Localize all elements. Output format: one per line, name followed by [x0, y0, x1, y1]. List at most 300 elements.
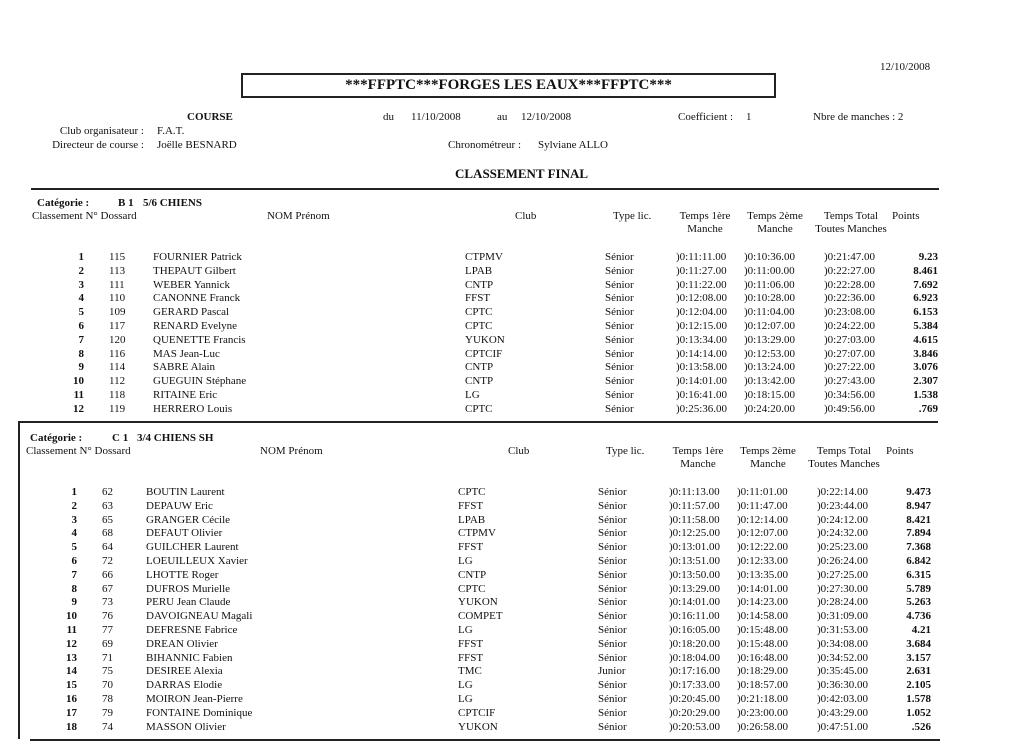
- time2-cell: )0:11:47.00: [737, 499, 788, 512]
- type-cell: Sénior: [605, 347, 634, 360]
- name-cell: FOURNIER Patrick: [153, 251, 242, 263]
- coefficient-label: Coefficient :: [678, 111, 734, 123]
- table-row: [0, 306, 1024, 319]
- total-cell: )0:49:56.00: [824, 402, 876, 415]
- category-label: Catégorie :: [30, 432, 83, 444]
- rank-cell: 18: [66, 720, 77, 733]
- time2-cell: )0:18:29.00: [737, 665, 789, 678]
- points-cell: 6.923: [913, 292, 938, 305]
- time1-cell: )0:20:29.00: [669, 706, 721, 719]
- name-cell: GUEGUIN Stéphane: [153, 375, 247, 388]
- type-cell: Sénior: [598, 527, 627, 540]
- table-row: [0, 624, 1024, 637]
- time2-cell: )0:11:04.00: [744, 306, 795, 319]
- rank-cell: 2: [71, 499, 77, 512]
- type-cell: Sénior: [598, 624, 627, 636]
- rank-cell: 15: [66, 679, 77, 692]
- divider: [30, 739, 940, 741]
- classement-title: CLASSEMENT FINAL: [455, 166, 589, 181]
- type-cell: Sénior: [605, 333, 634, 346]
- col-t2-header: Temps 2ème: [747, 210, 803, 222]
- col-type-header: Type lic.: [606, 445, 645, 457]
- name-cell: MASSON Olivier: [146, 720, 226, 733]
- name-cell: BOUTIN Laurent: [146, 486, 225, 498]
- points-cell: 5.263: [906, 596, 931, 609]
- directeur-label: Directeur de course :: [52, 139, 144, 151]
- type-cell: Sénior: [605, 389, 634, 401]
- points-cell: 6.842: [906, 555, 931, 567]
- rank-cell: 4: [71, 527, 77, 540]
- points-cell: 9.473: [906, 486, 931, 498]
- table-row: [0, 638, 1024, 651]
- time1-cell: )0:17:16.00: [669, 665, 721, 678]
- club-cell: FFST: [458, 541, 484, 554]
- table-row: [0, 610, 1024, 623]
- page-title: ***FFPTC***FORGES LES EAUX***FFPTC***: [241, 73, 776, 98]
- col-classement-header: Classement N° Dossard: [32, 210, 137, 222]
- name-cell: DARRAS Elodie: [146, 679, 223, 692]
- type-cell: Sénior: [598, 637, 627, 650]
- club-cell: TMC: [458, 665, 482, 678]
- dossard-cell: 119: [109, 402, 126, 415]
- name-cell: LHOTTE Roger: [146, 568, 219, 581]
- club-cell: CNTP: [458, 568, 487, 581]
- points-cell: 8.421: [906, 513, 931, 526]
- points-cell: .769: [918, 402, 938, 415]
- directeur-value: Joëlle BESNARD: [157, 139, 237, 151]
- time2-cell: )0:18:15.00: [744, 389, 796, 401]
- table-row: [0, 389, 1024, 402]
- col-t2-header-2: Manche: [750, 458, 786, 470]
- time2-cell: )0:12:07.00: [744, 320, 796, 332]
- col-t1-header: Temps 1ère: [679, 210, 731, 222]
- club-cell: LG: [458, 624, 473, 636]
- table-row: [0, 721, 1024, 734]
- rank-cell: 9: [78, 361, 84, 374]
- time2-cell: )0:13:29.00: [744, 333, 796, 346]
- dossard-cell: 64: [102, 541, 113, 554]
- time1-cell: )0:25:36.00: [676, 402, 728, 415]
- club-cell: CNTP: [465, 361, 494, 374]
- chronometreur-label: Chronométreur :: [448, 139, 522, 151]
- time1-cell: )0:20:45.00: [669, 693, 721, 705]
- name-cell: FONTAINE Dominique: [146, 706, 253, 719]
- table-row: [0, 486, 1024, 499]
- time2-cell: )0:12:14.00: [737, 513, 789, 526]
- time2-cell: )0:15:48.00: [737, 637, 789, 650]
- name-cell: LOEUILLEUX Xavier: [146, 555, 248, 567]
- rank-cell: 10: [73, 375, 84, 388]
- club-cell: LG: [458, 693, 473, 705]
- dossard-cell: 110: [109, 292, 126, 305]
- table-row: [0, 555, 1024, 568]
- club-cell: CPTC: [458, 486, 486, 498]
- type-cell: Sénior: [605, 320, 634, 332]
- points-cell: 8.947: [906, 499, 931, 512]
- name-cell: DEFRESNE Fabrice: [146, 624, 238, 636]
- col-t1-header-2: Manche: [680, 458, 716, 470]
- table-row: [0, 320, 1024, 333]
- time2-cell: )0:13:35.00: [737, 568, 789, 581]
- name-cell: GRANGER Cécile: [146, 513, 231, 526]
- total-cell: )0:27:30.00: [817, 582, 869, 595]
- total-cell: )0:22:27.00: [824, 264, 876, 277]
- col-points-header: Points: [886, 445, 914, 457]
- rank-cell: 5: [71, 541, 77, 554]
- category-code: C 1: [112, 432, 129, 444]
- club-cell: YUKON: [465, 333, 505, 346]
- name-cell: RITAINE Eric: [153, 389, 218, 401]
- points-cell: 1.578: [906, 693, 931, 705]
- club-cell: CTPMV: [465, 251, 503, 263]
- category-code: B 1: [118, 197, 134, 209]
- name-cell: DESIREE Alexia: [146, 665, 223, 678]
- col-t2-header: Temps 2ème: [740, 445, 796, 457]
- time2-cell: )0:24:20.00: [744, 402, 796, 415]
- time2-cell: )0:11:00.00: [744, 264, 795, 277]
- du-label: du: [383, 111, 394, 123]
- time2-cell: )0:12:33.00: [737, 555, 789, 567]
- dossard-cell: 70: [102, 679, 113, 692]
- total-cell: )0:27:03.00: [824, 333, 876, 346]
- type-cell: Sénior: [598, 596, 627, 609]
- total-cell: )0:23:44.00: [817, 499, 869, 512]
- rank-cell: 11: [66, 624, 77, 636]
- time2-cell: )0:16:48.00: [737, 651, 789, 664]
- dossard-cell: 109: [109, 306, 126, 319]
- club-cell: LPAB: [465, 264, 493, 277]
- rank-cell: 9: [71, 596, 77, 609]
- rank-cell: 17: [66, 706, 77, 719]
- club-cell: CNTP: [465, 375, 494, 388]
- name-cell: MAS Jean-Luc: [153, 347, 220, 360]
- club-cell: LG: [458, 555, 473, 567]
- nbre-manches: Nbre de manches : 2: [813, 111, 904, 123]
- name-cell: MOIRON Jean-Pierre: [146, 693, 243, 705]
- name-cell: BIHANNIC Fabien: [146, 651, 233, 664]
- chronometreur-value: Sylviane ALLO: [538, 139, 608, 151]
- time1-cell: )0:13:50.00: [669, 568, 721, 581]
- club-cell: FFST: [458, 637, 484, 650]
- club-cell: CPTC: [465, 402, 493, 415]
- dossard-cell: 62: [102, 486, 113, 498]
- rank-cell: 16: [66, 693, 77, 705]
- club-cell: CPTCIF: [465, 347, 503, 360]
- time2-cell: )0:14:23.00: [737, 596, 789, 609]
- type-cell: Sénior: [598, 706, 627, 719]
- dossard-cell: 71: [102, 651, 113, 664]
- total-cell: )0:22:36.00: [824, 292, 876, 305]
- total-cell: )0:34:52.00: [817, 651, 869, 664]
- rank-cell: 8: [71, 582, 77, 595]
- time2-cell: )0:10:28.00: [744, 292, 796, 305]
- rank-cell: 6: [78, 320, 84, 332]
- type-cell: Sénior: [598, 555, 627, 567]
- rank-cell: 3: [78, 278, 84, 291]
- time1-cell: )0:12:25.00: [669, 527, 721, 540]
- table-row: [0, 348, 1024, 361]
- rank-cell: 12: [66, 637, 77, 650]
- name-cell: CANONNE Franck: [153, 292, 241, 305]
- name-cell: DUFROS Murielle: [146, 582, 231, 595]
- total-cell: )0:31:09.00: [817, 610, 869, 623]
- coefficient-value: 1: [746, 111, 752, 123]
- type-cell: Sénior: [605, 402, 634, 415]
- points-cell: 1.052: [906, 706, 931, 719]
- type-cell: Sénior: [598, 679, 627, 692]
- total-cell: )0:27:43.00: [824, 375, 876, 388]
- type-cell: Sénior: [598, 499, 627, 512]
- time2-cell: )0:21:18.00: [737, 693, 789, 705]
- dossard-cell: 63: [102, 499, 113, 512]
- name-cell: HERRERO Louis: [153, 402, 233, 415]
- category-name: 5/6 CHIENS: [143, 197, 202, 209]
- time2-cell: )0:12:22.00: [737, 541, 789, 554]
- time1-cell: )0:13:01.00: [669, 541, 721, 554]
- col-points-header: Points: [892, 210, 920, 222]
- dossard-cell: 75: [102, 665, 113, 678]
- total-cell: )0:36:30.00: [817, 679, 869, 692]
- club-organisateur-label: Club organisateur :: [59, 125, 144, 137]
- time2-cell: )0:11:06.00: [744, 278, 795, 291]
- total-cell: )0:23:08.00: [824, 306, 876, 319]
- time2-cell: )0:11:01.00: [737, 486, 788, 498]
- time2-cell: )0:23:00.00: [737, 706, 789, 719]
- time1-cell: )0:14:14.00: [676, 347, 728, 360]
- club-cell: LPAB: [458, 513, 486, 526]
- table-row: [0, 361, 1024, 374]
- points-cell: 8.461: [913, 264, 938, 277]
- club-cell: FFST: [465, 292, 491, 305]
- total-cell: )0:35:45.00: [817, 665, 869, 678]
- dossard-cell: 77: [102, 624, 113, 636]
- name-cell: SABRE Alain: [153, 361, 216, 374]
- total-cell: )0:27:22.00: [824, 361, 876, 374]
- time2-cell: )0:14:01.00: [737, 582, 789, 595]
- club-cell: LG: [458, 679, 473, 692]
- time1-cell: )0:13:58.00: [676, 361, 728, 374]
- dossard-cell: 68: [102, 527, 113, 540]
- type-cell: Sénior: [598, 486, 627, 498]
- time1-cell: )0:13:29.00: [669, 582, 721, 595]
- total-cell: )0:43:29.00: [817, 706, 869, 719]
- category-name: 3/4 CHIENS SH: [137, 432, 214, 444]
- name-cell: DEPAUW Eric: [146, 499, 213, 512]
- time1-cell: )0:11:58.00: [669, 513, 720, 526]
- au-label: au: [497, 111, 508, 123]
- time1-cell: )0:12:04.00: [676, 306, 728, 319]
- col-nom-header: NOM Prénom: [267, 210, 330, 222]
- dossard-cell: 111: [109, 278, 125, 291]
- rank-cell: 1: [78, 251, 84, 263]
- type-cell: Sénior: [605, 264, 634, 277]
- points-cell: 3.157: [906, 651, 931, 664]
- points-cell: 4.21: [911, 624, 931, 636]
- col-type-header: Type lic.: [613, 210, 652, 222]
- club-cell: CTPMV: [458, 527, 496, 540]
- club-cell: YUKON: [458, 720, 498, 733]
- dossard-cell: 114: [109, 361, 126, 374]
- time1-cell: )0:13:34.00: [676, 333, 728, 346]
- time1-cell: )0:11:57.00: [669, 499, 720, 512]
- name-cell: DAVOIGNEAU Magali: [146, 610, 253, 623]
- table-row: [0, 375, 1024, 388]
- table-row: [0, 693, 1024, 706]
- dossard-cell: 69: [102, 637, 113, 650]
- type-cell: Sénior: [598, 720, 627, 733]
- rank-cell: 2: [78, 264, 84, 277]
- total-cell: )0:31:53.00: [817, 624, 869, 636]
- type-cell: Sénior: [605, 306, 634, 319]
- col-club-header: Club: [508, 445, 530, 457]
- points-cell: 4.736: [906, 610, 931, 623]
- rank-cell: 1: [71, 486, 77, 498]
- dossard-cell: 79: [102, 706, 113, 719]
- type-cell: Sénior: [598, 610, 627, 623]
- time1-cell: )0:18:04.00: [669, 651, 721, 664]
- table-row: [0, 679, 1024, 692]
- total-cell: )0:26:24.00: [817, 555, 869, 567]
- type-cell: Sénior: [598, 568, 627, 581]
- club-cell: FFST: [458, 651, 484, 664]
- club-cell: CNTP: [465, 278, 494, 291]
- points-cell: 6.315: [906, 568, 931, 581]
- name-cell: DEFAUT Olivier: [146, 527, 223, 540]
- time1-cell: )0:16:41.00: [676, 389, 728, 401]
- time1-cell: )0:18:20.00: [669, 637, 721, 650]
- time2-cell: )0:26:58.00: [737, 720, 789, 733]
- table-row: [0, 665, 1024, 678]
- table-row: [0, 265, 1024, 278]
- total-cell: )0:22:28.00: [824, 278, 876, 291]
- time1-cell: )0:17:33.00: [669, 679, 721, 692]
- dossard-cell: 76: [102, 610, 113, 623]
- club-cell: CPTC: [465, 306, 493, 319]
- type-cell: Sénior: [598, 651, 627, 664]
- dossard-cell: 116: [109, 347, 126, 360]
- dossard-cell: 117: [109, 320, 126, 332]
- points-cell: 4.615: [913, 333, 938, 346]
- table-row: [0, 583, 1024, 596]
- total-cell: )0:24:32.00: [817, 527, 869, 540]
- rank-cell: 5: [78, 306, 84, 319]
- rank-cell: 7: [71, 568, 77, 581]
- total-cell: )0:34:56.00: [824, 389, 876, 401]
- table-row: [0, 569, 1024, 582]
- rank-cell: 6: [71, 555, 77, 567]
- table-row: [0, 652, 1024, 665]
- time2-cell: )0:15:48.00: [737, 624, 789, 636]
- total-cell: )0:22:14.00: [817, 486, 869, 498]
- club-cell: FFST: [458, 499, 484, 512]
- rank-cell: 4: [78, 292, 84, 305]
- col-t1-header: Temps 1ère: [672, 445, 724, 457]
- dossard-cell: 67: [102, 582, 113, 595]
- points-cell: 3.846: [913, 347, 938, 360]
- col-nom-header: NOM Prénom: [260, 445, 323, 457]
- dossard-cell: 118: [109, 389, 126, 401]
- points-cell: 7.368: [906, 541, 931, 554]
- points-cell: 5.789: [906, 582, 931, 595]
- points-cell: 7.894: [906, 527, 931, 540]
- club-cell: CPTCIF: [458, 706, 496, 719]
- points-cell: 3.076: [913, 361, 938, 374]
- type-cell: Sénior: [605, 361, 634, 374]
- rank-cell: 8: [78, 347, 84, 360]
- time1-cell: )0:16:11.00: [669, 610, 720, 623]
- rank-cell: 7: [78, 333, 84, 346]
- time2-cell: )0:12:07.00: [737, 527, 789, 540]
- time1-cell: )0:11:27.00: [676, 264, 727, 277]
- dossard-cell: 74: [102, 720, 113, 733]
- type-cell: Sénior: [605, 278, 634, 291]
- points-cell: .526: [911, 720, 931, 733]
- points-cell: 6.153: [913, 306, 938, 319]
- time1-cell: )0:20:53.00: [669, 720, 721, 733]
- total-cell: )0:28:24.00: [817, 596, 869, 609]
- print-date: 12/10/2008: [880, 61, 931, 73]
- table-row: [0, 514, 1024, 527]
- time1-cell: )0:11:13.00: [669, 486, 720, 498]
- divider: [31, 188, 939, 190]
- time2-cell: )0:18:57.00: [737, 679, 789, 692]
- type-cell: Sénior: [598, 582, 627, 595]
- points-cell: 1.538: [913, 389, 938, 401]
- time1-cell: )0:12:15.00: [676, 320, 728, 332]
- rank-cell: 10: [66, 610, 77, 623]
- table-row: [0, 500, 1024, 513]
- type-cell: Junior: [598, 665, 626, 678]
- points-cell: 7.692: [913, 278, 938, 291]
- club-cell: YUKON: [458, 596, 498, 609]
- type-cell: Sénior: [598, 513, 627, 526]
- dossard-cell: 112: [109, 375, 126, 388]
- table-row: [0, 292, 1024, 305]
- table-row: [0, 279, 1024, 292]
- col-classement-header: Classement N° Dossard: [26, 445, 131, 457]
- date-to: 12/10/2008: [521, 111, 572, 123]
- club-cell: CPTC: [465, 320, 493, 332]
- name-cell: WEBER Yannick: [153, 278, 230, 291]
- table-row: [0, 403, 1024, 416]
- time1-cell: )0:11:22.00: [676, 278, 727, 291]
- points-cell: 9.23: [918, 251, 938, 263]
- club-cell: CPTC: [458, 582, 486, 595]
- total-cell: )0:34:08.00: [817, 637, 869, 650]
- total-cell: )0:47:51.00: [817, 720, 869, 733]
- club-cell: COMPET: [458, 610, 503, 623]
- divider: [18, 421, 938, 423]
- time1-cell: )0:12:08.00: [676, 292, 728, 305]
- time1-cell: )0:13:51.00: [669, 555, 721, 567]
- rank-cell: 14: [66, 665, 77, 678]
- name-cell: GUILCHER Laurent: [146, 541, 239, 554]
- points-cell: 3.684: [906, 637, 931, 650]
- category-label: Catégorie :: [37, 197, 90, 209]
- type-cell: Sénior: [605, 292, 634, 305]
- table-row: [0, 527, 1024, 540]
- time1-cell: )0:11:11.00: [676, 251, 727, 263]
- time1-cell: )0:14:01.00: [676, 375, 728, 388]
- dossard-cell: 73: [102, 596, 113, 609]
- total-cell: )0:21:47.00: [824, 251, 876, 263]
- name-cell: PERU Jean Claude: [146, 596, 231, 609]
- col-total-header-2: Toutes Manches: [815, 223, 887, 235]
- club-cell: LG: [465, 389, 480, 401]
- col-total-header: Temps Total: [816, 445, 872, 457]
- club-organisateur-value: F.A.T.: [157, 125, 185, 137]
- points-cell: 5.384: [913, 320, 938, 332]
